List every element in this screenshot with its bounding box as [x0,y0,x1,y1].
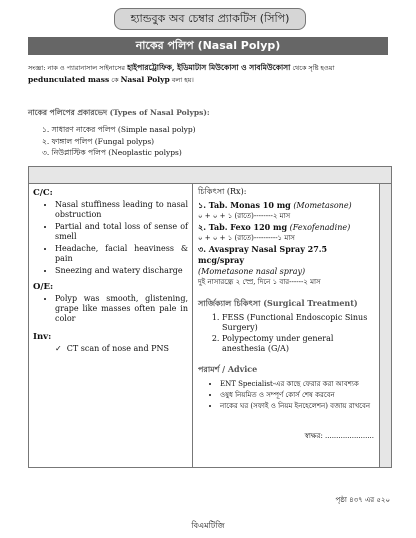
clinical-column [29,184,193,467]
inv-item [55,344,188,353]
inv-label: Inv: [33,332,52,342]
page-number: পৃষ্ঠা ৪৩৭ এর ৫২০ [335,496,390,504]
advice-label: পরামর্শ / Advice [198,364,258,374]
rx-generic: (Mometasone) [293,201,352,210]
definition-text: বলা হয়। [169,76,194,84]
definition-bold: হাইপারট্রোফিক, ইডিমাটাস মিউকোসা ও সাবমিউকোসা [127,63,291,72]
rx-generic: (Mometasone nasal spray) [198,267,306,276]
oe-label: O/E: [33,282,54,292]
rx-drug: ২. Tab. Fexo 120 mg [198,222,288,232]
treatment-column [193,184,379,467]
cc-label: C/C: [33,188,53,198]
inv-item-text: CT scan of nose and PNS [66,344,169,353]
advice-item: • ENT Specialist-এর কাছে ফেরার করা আবশ্যক [220,379,374,390]
cc-item: • Headache, facial heaviness & pain [55,244,188,264]
type-item: ৩. নিউপ্লাস্টিক পলিপ (Neoplastic polyps) [42,148,182,157]
oe-item: • Polyp was smooth, glistening, grape like masses often pale in color [55,294,188,324]
advice-item: • নাকের ঘর (সফাই ও নিয়ম ইনহেলেশন) বজায় রাখবেন [220,401,374,412]
handbook-title: হ্যান্ডবুক অব চেম্বার প্র্যাকটিস (সিপি) [114,8,306,30]
rx-dose: ০ + ০ + ১ (রাতে)--------২ মাস [198,212,291,220]
footer-text: বিএমটিজি [191,521,225,530]
surgical-item: 2. Polypectomy under general anesthesia (G/A) [222,334,374,354]
prescription-table [28,166,392,468]
cc-item: • Sneezing and watery discharge [55,266,188,276]
polyp-types [28,108,390,159]
rx-dose: দুই নাসারন্ধ্রে ২ স্প্রে, দিনে ১ বার------২ মাস [198,278,321,286]
type-item: ২. ফাঙ্গাল পলিপ (Fungal polyps) [42,136,155,146]
surgical-item: 1. FESS (Functional Endoscopic Sinus Surgery) [222,313,374,333]
advice-item: • ওষুধ নিয়মিত ও সম্পূর্ণ কোর্স শেষ করবেন [220,390,374,401]
rx-drug: ৩. Avaspray Nasal Spray 27.5 mcg/spray [198,244,328,265]
cc-item: • Partial and total loss of sense of smell [55,222,188,242]
definition-text: থেকে সৃষ্টি হওয়া [290,64,335,72]
rx-label: চিকিৎসা (Rx): [198,187,247,196]
rx-generic: (Fexofenadine) [289,223,351,232]
topic-title: নাকের পলিপ (Nasal Polyp) [28,37,388,55]
check-icon: ✓ [55,344,62,353]
definition-bold: Nasal Polyp [120,75,170,84]
definition-text: নাক ও প্যারানাসাল সাইনাসের [45,64,128,72]
type-item: ১. সাধারণ নাকের পলিপ (Simple nasal polyp) [42,125,196,134]
table-top-band [29,167,391,184]
rx-dose: ০ + ০ + ১ (রাতে)----------১ মাস [198,234,295,242]
signature-line: স্বাক্ষর: ...................... [304,432,374,440]
definition-text: কে [109,76,121,84]
rx-drug: ১. Tab. Monas 10 mg [198,200,291,210]
definition-bold: pedunculated mass [28,75,110,84]
types-heading: নাকের পলিপের প্রকারভেদ (Types of Nasal Polyps): [28,108,210,117]
definition-prefix: সংজ্ঞা: [28,64,46,72]
surgical-label: সার্জিক্যাল চিকিৎসা (Surgical Treatment) [198,298,358,308]
table-right-band [379,184,391,467]
definition [28,62,390,86]
cc-item: • Nasal stuffiness leading to nasal obstruction [55,200,188,220]
